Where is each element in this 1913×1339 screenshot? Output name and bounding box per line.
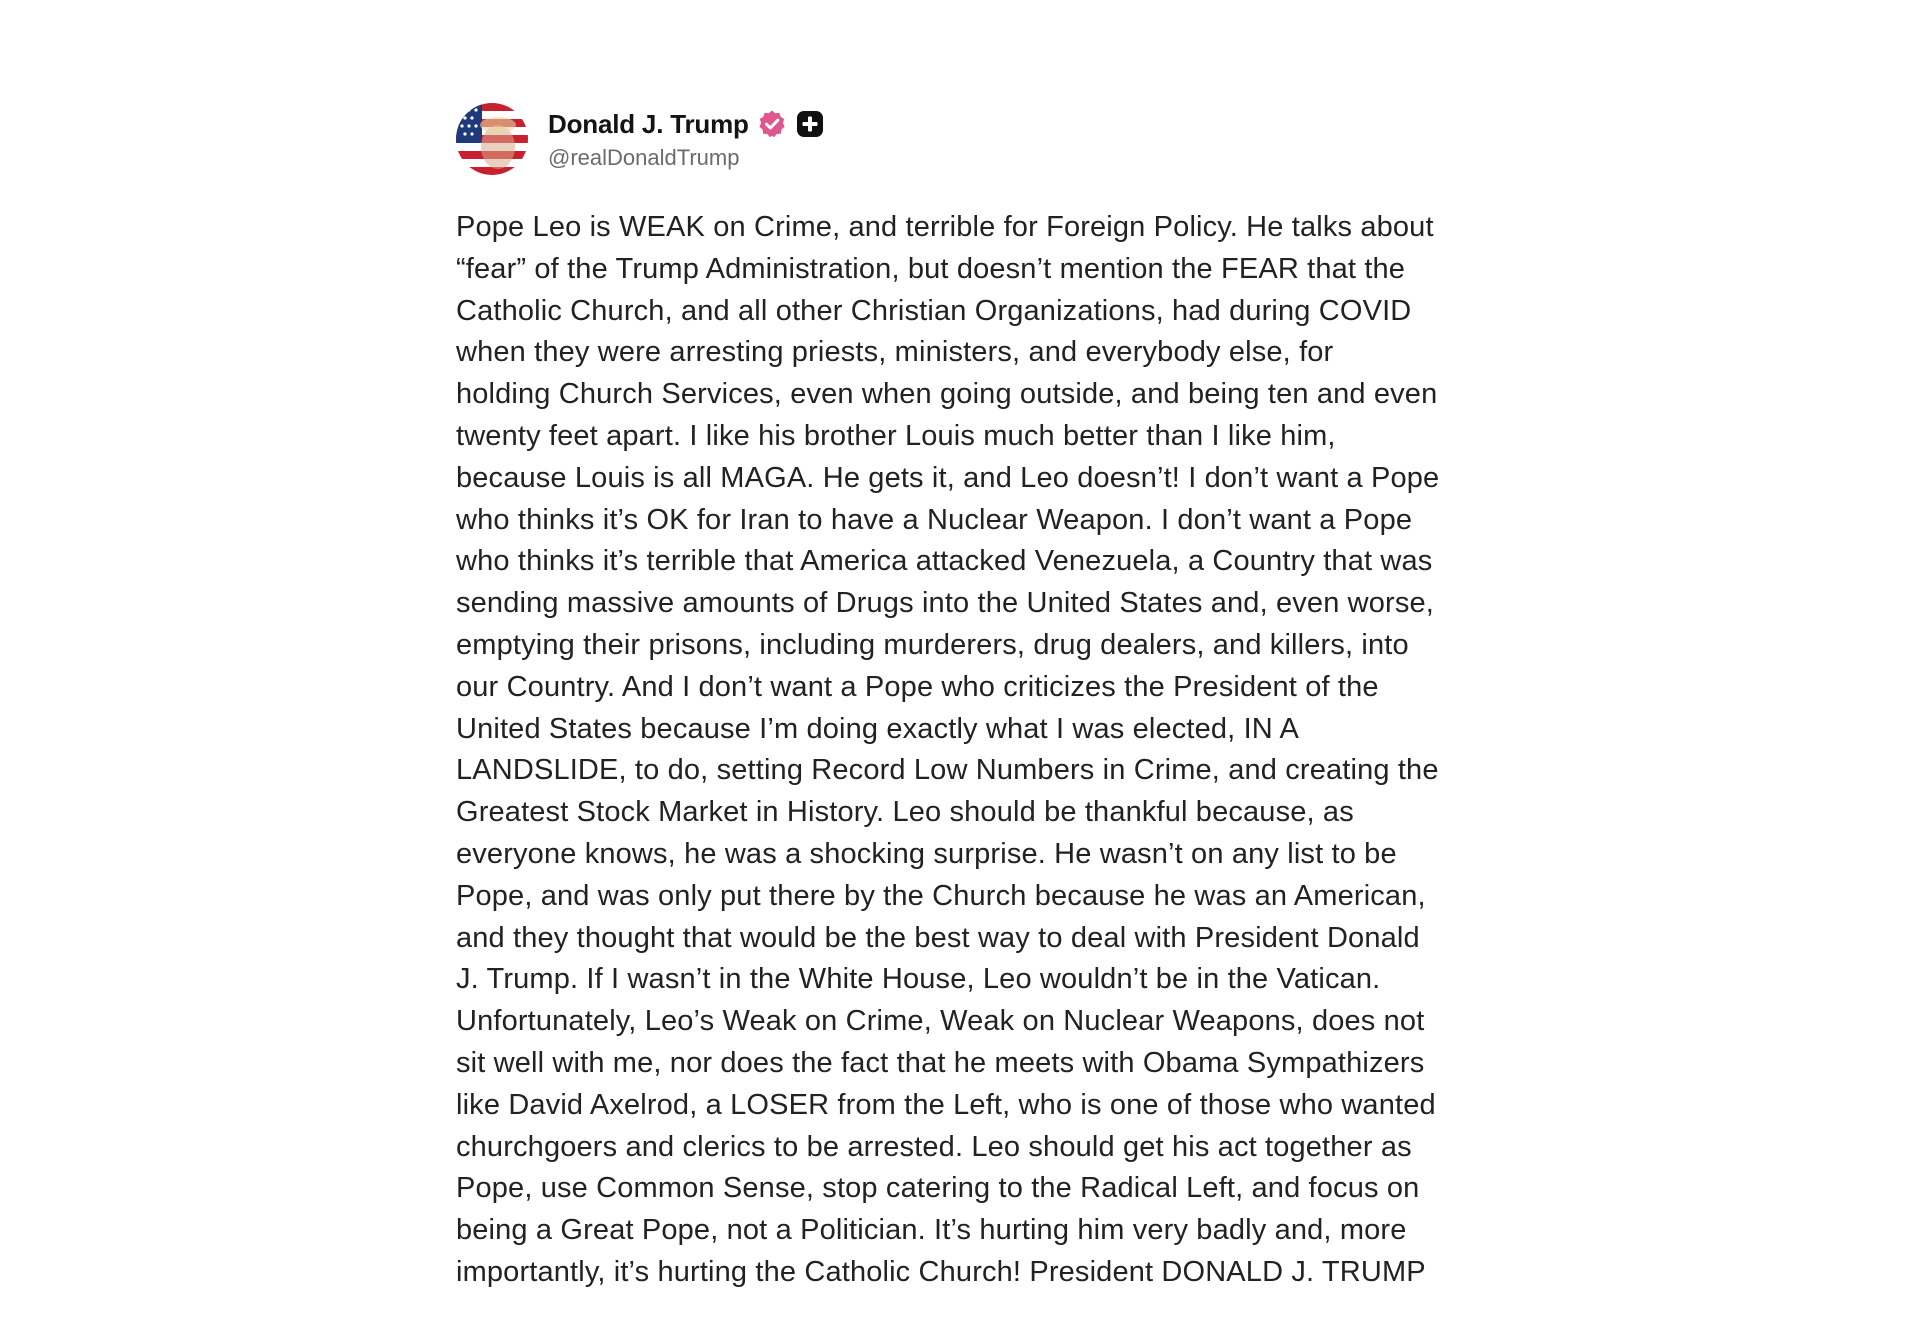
post-card: [456, 100, 1536, 1294]
post-text-line: who thinks it’s terrible that America attacked Venezuela, a Country that was: [456, 545, 1433, 578]
post-header: [456, 100, 1536, 178]
post-text-line: sending massive amounts of Drugs into the United States and, even worse,: [456, 587, 1434, 620]
post-text-line: Pope, and was only put there by the Church because he was an American,: [456, 879, 1426, 912]
post-text-line: United States because I’m doing exactly what I was elected, IN A: [456, 712, 1299, 745]
post-text-line: Unfortunately, Leo’s Weak on Crime, Weak on Nuclear Weapons, does not: [456, 1005, 1425, 1038]
post-text-line: holding Church Services, even when going outside, and being ten and even: [456, 378, 1438, 411]
post-text-line: twenty feet apart. I like his brother Louis much better than I like him,: [456, 419, 1336, 452]
post-text-line: Pope Leo is WEAK on Crime, and terrible for Foreign Policy. He talks about: [456, 211, 1434, 243]
post-text-line: everyone knows, he was a shocking surprise. He wasn’t on any list to be: [456, 837, 1397, 870]
post-text-line: churchgoers and clerics to be arrested. Leo should get his act together as: [456, 1130, 1412, 1163]
post-text-line: Catholic Church, and all other Christian Organizations, had during COVID: [456, 294, 1412, 327]
avatar-image: [456, 103, 528, 175]
name-row: [548, 107, 825, 141]
post-text-line: Greatest Stock Market in History. Leo should be thankful because, as: [456, 796, 1354, 829]
post-text-line: Pope, use Common Sense, stop catering to the Radical Left, and focus on: [456, 1172, 1420, 1205]
post-text-line: emptying their prisons, including murderers, drug dealers, and killers, into: [456, 628, 1409, 661]
avatar[interactable]: [456, 103, 528, 175]
post-text-line: when they were arresting priests, ministers, and everybody else, for: [456, 336, 1334, 369]
author-handle[interactable]: @realDonaldTrump: [548, 145, 740, 170]
post-text-line: our Country. And I don’t want a Pope who criticizes the President of the: [456, 670, 1379, 703]
post-text-line: being a Great Pope, not a Politician. It’s hurting him very badly and, more: [456, 1214, 1407, 1247]
display-name[interactable]: Donald J. Trump: [548, 108, 749, 139]
post-text-line: because Louis is all MAGA. He gets it, and Leo doesn’t! I don’t want a Pope: [456, 461, 1440, 494]
plus-badge-icon: [795, 109, 825, 139]
verified-badge-icon: [757, 109, 787, 139]
post-text-line: sit well with me, nor does the fact that he meets with Obama Sympathizers: [456, 1046, 1425, 1079]
post-text-line: LANDSLIDE, to do, setting Record Low Numbers in Crime, and creating the: [456, 754, 1439, 787]
author-identity: [548, 107, 825, 171]
post-text-line: and they thought that would be the best way to deal with President Donald: [456, 921, 1420, 954]
post-body: [456, 207, 1536, 1294]
post-text-line: J. Trump. If I wasn’t in the White House, Leo wouldn’t be in the Vatican.: [456, 963, 1381, 996]
post-text-line: “fear” of the Trump Administration, but doesn’t mention the FEAR that the: [456, 252, 1406, 285]
post-text-line: who thinks it’s OK for Iran to have a Nuclear Weapon. I don’t want a Pope: [456, 503, 1413, 536]
post-text-line: importantly, it’s hurting the Catholic Church! President DONALD J. TRUMP: [456, 1255, 1426, 1288]
post-text-line: like David Axelrod, a LOSER from the Left, who is one of those who wanted: [456, 1088, 1436, 1121]
